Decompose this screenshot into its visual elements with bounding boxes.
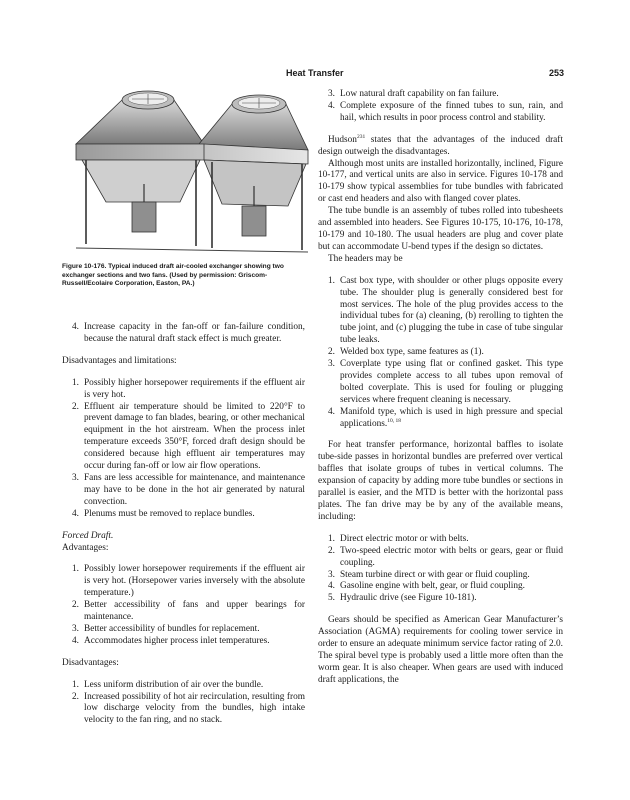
induced-draft-disadvantages-list — [62, 378, 305, 521]
list-item: 4. Manifold type, which is used in high pressure and special applications.$^{10, 18}$ — [328, 406, 563, 429]
list-item: 2. Better accessibility of fans and upper bearings for maintenance. — [72, 600, 305, 623]
paragraph: Hudson$^{231}$ states that the advantages of the induced draft design outweigh the disadvantages. — [318, 133, 563, 157]
forced-draft-heading: Forced Draft. — [62, 530, 114, 541]
list-item: 3. Coverplate type using flat or confined gasket. This type provides complete access to all tubes upon removal of bolted coverplate. This is used for fouling or plugging services where frequent cleaning is necessary. — [328, 359, 563, 405]
list-item: 3. Low natural draft capability on fan failure. — [328, 89, 499, 99]
list-item: 4. Complete exposure of the finned tubes to sun, rain, and hail, which results in poor process control and stability. — [328, 100, 563, 123]
fan-drive-list — [318, 534, 563, 605]
paragraph: The tube bundle is an assembly of tubes rolled into tubesheets and assembled into headers. See Figures 10-175, 10-176, 10-178, 10-179 and 10-180. The usual headers are plug and cover plate but can accommodate U-bend types if the design so dictates. — [318, 206, 563, 252]
list-item: 3. Better accessibility of bundles for replacement. — [72, 623, 260, 634]
figure-caption: Figure 10-176. Typical induced draft air-cooled exchanger showing two exchanger sections and two fans. (Used by permission: Griscom-Russell/Ecolaire Corporation, Easton, PA.) — [62, 263, 284, 288]
advantages-heading: Advantages: — [62, 542, 109, 553]
list-item: 4. Plenums must be removed to replace bundles. — [72, 508, 255, 519]
list-item: 3. Fans are less accessible for maintenance, and maintenance may have to be done in the hot air generated by natural convection. — [72, 472, 305, 507]
list-item: 2. Two-speed electric motor with belts or gears, gear or fluid coupling. — [328, 545, 563, 568]
paragraph: For heat transfer performance, horizontal baffles to isolate tube-side passes in horizontal bundles are preferred over vertical baffles that isolate groups of tubes in vertical columns. The expansion of capacity by adding more tube bundles or sections in parallel is easier, and the MTD is better with the horizontal pass plates. The fan drive may be by any of the available means, including: — [318, 440, 563, 522]
left-column — [62, 322, 305, 727]
induced-draft-advantages-list — [62, 322, 305, 346]
running-header-title: Heat Transfer — [286, 68, 344, 78]
right-column — [318, 89, 563, 687]
section-heading: Disadvantages and limitations: — [62, 355, 177, 366]
header-types-list — [318, 276, 563, 431]
reference-superscript: 10, 18 — [387, 417, 401, 424]
paragraph: Gears should be specified as American Gear Manufacturer’s Association (AGMA) requirements for cooling tower service in order to ensure an adequate minimum service factor rating of 2.0. The spiral bevel type is probably used a little more often than the worm gear. It is also cheaper. When gears are used with induced draft applications, the — [318, 615, 563, 685]
reference-superscript: 231 — [356, 133, 366, 140]
list-item: 1. Possibly higher horsepower requirements if the effluent air is very hot. — [72, 377, 305, 400]
list-item: 4. Accommodates higher process inlet temperatures. — [72, 635, 270, 646]
list-item: 1. Possibly lower horsepower requirements if the effluent air is very hot. (Horsepower varies inversely with the absolute temperature.) — [72, 564, 305, 599]
figure-air-cooled-exchanger — [62, 84, 312, 260]
list-item: 5. Hydraulic drive (see Figure 10-181). — [328, 593, 477, 604]
list-item: 4. Gasoline engine with belt, gear, or fluid coupling. — [328, 581, 526, 592]
forced-draft-disadvantages-list — [62, 680, 305, 728]
disadvantages-heading: Disadvantages: — [62, 657, 119, 668]
paragraph: The headers may be — [328, 253, 403, 264]
continued-disadvantages-list — [318, 89, 563, 125]
list-item: 4. Increase capacity in the fan-off or fan-failure condition, because the natural draft stack effect is much greater. — [72, 322, 305, 344]
list-item: 3. Steam turbine direct or with gear or fluid coupling. — [328, 569, 530, 580]
list-item: 2. Welded box type, same features as (1). — [328, 347, 484, 358]
list-item: 1. Less uniform distribution of air over the bundle. — [72, 679, 264, 690]
list-item: 2. Increased possibility of hot air recirculation, resulting from low discharge velocity from the bundles, high intake velocity to the fan ring, and no stack. — [72, 691, 305, 726]
list-item: 1. Cast box type, with shoulder or other plugs opposite every tube. The shoulder plug is generally considered best for most services. The hole of the plug provides access to the individual tubes for (a) cleaning, (b) rerolling to tighten the tube joint, and (c) plugging the tube in case of tube singular tube leaks. — [328, 275, 563, 346]
list-item: 2. Effluent air temperature should be limited to 220°F to prevent damage to fan blades, bearing, or other mechanical equipment in the hot airstream. When the process inlet temperature exceeds 350°F, forced draft design should be considered because high effluent air temperatures may occur during fan-off or low air flow operations. — [72, 401, 305, 472]
forced-draft-advantages-list — [62, 564, 305, 647]
page-number: 253 — [549, 68, 565, 78]
list-item: 1. Direct electric motor or with belts. — [328, 533, 469, 544]
paragraph: Although most units are installed horizontally, inclined, Figure 10-177, and vertical units are also in service. Figures 10-178 and 10-179 show typical assemblies for tube bundles with fabricated or cast end headers and also with flanged cover plates. — [318, 158, 563, 205]
